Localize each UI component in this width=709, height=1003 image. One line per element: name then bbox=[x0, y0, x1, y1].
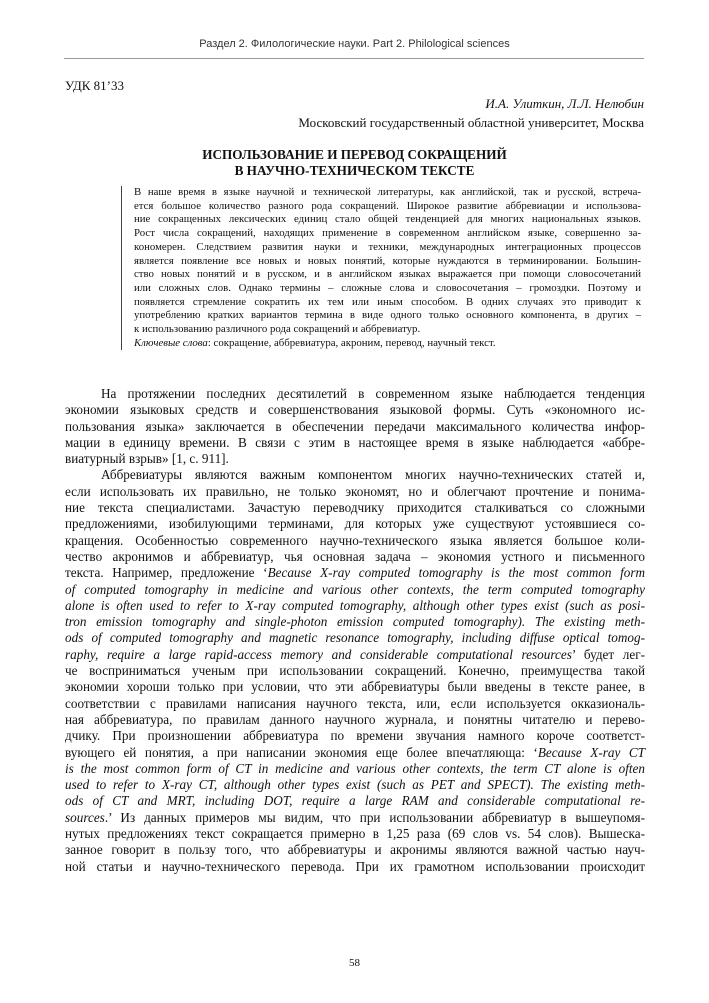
abstract-line: В наше время в языке научной и технической литературы, как английской, так и русской, встреча- bbox=[134, 186, 641, 198]
udk-code: УДК 81’33 bbox=[65, 78, 125, 93]
abstract-line: к использованию различного рода сокращений и аббревиатур. bbox=[134, 323, 421, 336]
english-example-fragment: ods of CT and MRT, including DOT, require a large RAM and considerable computational re- bbox=[65, 793, 645, 809]
body-line: мации в единицу времени. В связи с этим в настоящее время в языке наблюдается «аббре- bbox=[65, 434, 645, 450]
body-line: соответствии с правилами написания научного текста, или, если используется окказиональ- bbox=[65, 695, 645, 711]
abstract-line: ство новых понятий и в русском, и в английском языках выражается при помощи словосочетаний bbox=[134, 268, 641, 281]
page-number: 58 bbox=[349, 957, 360, 969]
body-text-fragment: .’ Из данных примеров мы видим, что при использовании аббревиатур в вышеупомя- bbox=[104, 809, 645, 825]
body-text-fragment: вующего ей понятия, а при написании экономия еще более впечатляюща: ‘ bbox=[65, 744, 538, 760]
keywords-label: Ключевые слова bbox=[134, 336, 208, 349]
english-example-fragment: Because X-ray CT bbox=[537, 744, 646, 760]
body-line bbox=[65, 598, 645, 614]
body-line: ной статьи и научно-технического перевода. При их грамотном использовании происходит bbox=[65, 858, 645, 874]
abstract-line: употреблению кратких вариантов термина в виде одного только основного компонента, в других – bbox=[134, 309, 641, 322]
keywords-text: : сокращение, аббревиатура, акроним, перевод, научный текст. bbox=[207, 336, 496, 349]
abstract-line: является появление все новых и новых понятий, которые нуждаются в терминировании. Большин- bbox=[134, 254, 641, 267]
body-line: кращения. Особенностью современного научно-технического языка является большое коли- bbox=[65, 532, 645, 548]
body-line: чество акронимов и аббревиатур, чья основная задача – экономия устного и письменного bbox=[65, 548, 645, 564]
body-line: пользования языка» заключается в обеспечении передачи максимального количества инфор- bbox=[65, 418, 645, 434]
english-example-fragment: Because X-ray computed tomography is the most common form bbox=[267, 565, 645, 581]
abstract-line: или сложных слов. Однако термины – сложные слова и словосочетания – громоздки. Поэтому и bbox=[134, 281, 641, 294]
body-line: экономии хороши только при условии, что эти аббревиатуры были введены в тексте ранее, в bbox=[65, 679, 645, 695]
body-text-fragment: текста. Например, предложение ‘ bbox=[65, 565, 268, 581]
body-line: занное говорит в пользу того, что аббревиатуры и акронимы являются важной частью науч- bbox=[65, 842, 645, 858]
abstract bbox=[121, 186, 641, 350]
body-line: если использовать их правильно, не только экономят, но и облегчают прочтение и понима- bbox=[65, 483, 645, 499]
body-line bbox=[65, 777, 645, 793]
title-line-1: ИСПОЛЬЗОВАНИЕ И ПЕРЕВОД СОКРАЩЕНИЙ bbox=[202, 147, 507, 162]
english-example-fragment: used to refer to X-ray CT, although other types exist (such as PET and SPECT). The existing meth- bbox=[65, 777, 645, 793]
body-line bbox=[65, 565, 645, 581]
body-line bbox=[65, 614, 645, 630]
body-line bbox=[65, 630, 645, 646]
body-line: дчику. При произношении аббревиатура по времени звучания намного короче соответст- bbox=[65, 728, 645, 744]
english-example-fragment: sources bbox=[65, 809, 105, 825]
english-example-fragment: ods of computed tomography and magnetic resonance tomography, including diffuse optical tomog- bbox=[65, 630, 645, 646]
abstract-line: ется большое количество разного рода сокращений. Широкое развитие аббревиации и использова- bbox=[134, 199, 641, 212]
english-example-fragment: is the most common form of CT in medicine and various other contexts, the term CT alone is often bbox=[65, 760, 645, 776]
body-line: нутых предложениях текст сокращается примерно в 1,25 раза (69 слов vs. 54 слов). Вышеска- bbox=[65, 826, 645, 842]
body-line: предложениями, изобилующими терминами, для которых уже существуют устоявшиеся со- bbox=[65, 516, 645, 532]
abstract-line: ние сокращенных лексических единиц стало общей тенденцией для многих национальных языков. bbox=[134, 213, 641, 226]
body-line bbox=[65, 793, 645, 809]
body-line: виатурный взрыв» [1, с. 911]. bbox=[65, 451, 229, 467]
body-text bbox=[65, 386, 645, 875]
body-line: Аббревиатуры являются важным компонентом многих научно-технических статей и, bbox=[101, 467, 645, 483]
article-title bbox=[0, 147, 709, 179]
english-example-fragment: raphy, require a large rapid-access memory and considerable computational resources bbox=[65, 646, 572, 662]
body-line bbox=[65, 647, 645, 663]
english-example-fragment: alone is often used to refer to X-ray computed tomography, although other types exist (such as posi- bbox=[65, 597, 645, 613]
keywords bbox=[134, 337, 641, 351]
body-line: ная аббревиатура, по правилам данного научного журнала, и понятны читателю и перево- bbox=[65, 711, 645, 727]
header-rule bbox=[64, 58, 644, 59]
abstract-line: Рост числа сокращений, находящих применение в современном английском языке, совершенно за- bbox=[134, 227, 641, 240]
title-line-2: В НАУЧНО-ТЕХНИЧЕСКОМ ТЕКСТЕ bbox=[234, 163, 475, 178]
body-line bbox=[65, 810, 645, 826]
body-line: На протяжении последних десятилетий в современном языке наблюдается тенденция bbox=[101, 386, 645, 401]
abstract-line: кономерен. Следствием развития науки и техники, международных интеграционных процессов bbox=[134, 240, 641, 253]
authors: И.А. Улиткин, Л.Л. Нелюбин bbox=[485, 96, 644, 111]
body-line: экономии языковых средств и совершенствования языковой формы. Суть «экономного ис- bbox=[65, 402, 645, 418]
abstract-line: появляется стремление сократить их тем или иным способом. В одних случаях это приводит к bbox=[134, 295, 641, 308]
body-text-fragment: ’ будет лег- bbox=[571, 646, 645, 662]
english-example-fragment: tron emission tomography and single-photon emission computed tomography). The existing meth- bbox=[65, 614, 645, 630]
body-line: че восприниматься ученым при использовании сокращений. Конечно, преимущества такой bbox=[65, 663, 645, 679]
affiliation: Московский государственный областной университет, Москва bbox=[298, 115, 644, 130]
body-line bbox=[65, 745, 645, 761]
english-example-fragment: of computed tomography in medicine and various other contexts, the term computed tomography bbox=[65, 581, 645, 597]
body-line bbox=[65, 761, 645, 777]
running-header: Раздел 2. Филологические науки. Part 2. Philological sciences bbox=[199, 38, 510, 50]
body-line: ние текста специалистами. Зачастую переводчику приходится сталкиваться со сложными bbox=[65, 500, 645, 516]
body-line bbox=[65, 582, 645, 598]
